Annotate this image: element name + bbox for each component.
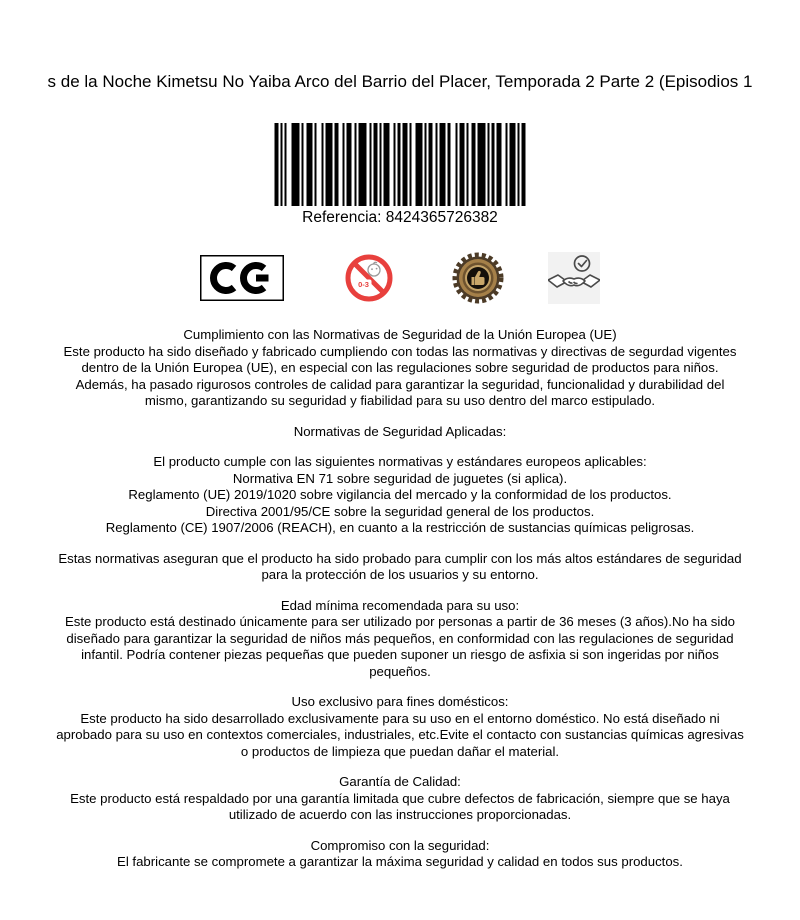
section-paragraph: Reglamento (CE) 1907/2006 (REACH), en cuanto a la restricción de sustancias químicas peligrosas. — [105, 520, 695, 535]
section-paragraph: Este producto está respaldado por una garantía limitada que cubre defectos de fabricación, siempre que se haya utilizado de acuerdo con las instrucciones proporcionadas. — [70, 790, 730, 822]
barcode-bar — [478, 123, 486, 206]
safety-text — [55, 327, 745, 871]
text-section — [55, 774, 745, 824]
section-paragraph: Este producto ha sido desarrollado exclusivamente para su uso en el entorno doméstico. No está diseñado ni aprobado para su uso en contextos comerciales, industriales, etc.Evite el contacto con sustancias químicas agresivas o productos de limpieza que puedan dañar el material. — [56, 710, 744, 759]
section-paragraph: Directiva 2001/95/CE sobre la seguridad general de los productos. — [205, 503, 595, 519]
barcode — [275, 123, 526, 206]
section-heading: Compromiso con la seguridad: — [310, 837, 490, 853]
barcode-bar — [326, 123, 333, 206]
text-section — [55, 551, 745, 584]
certification-icons-row — [0, 250, 800, 306]
page-title: s de la Noche Kimetsu No Yaiba Arco del Barrio del Placer, Temporada 2 Parte 2 (Episodios 1 — [47, 72, 753, 91]
text-section — [55, 454, 745, 537]
barcode-bar — [292, 123, 300, 206]
section-paragraph: El fabricante se compromete a garantizar la máxima seguridad y calidad en todos sus productos. — [117, 854, 683, 869]
section-heading: Garantía de Calidad: — [339, 774, 461, 789]
barcode-bar — [522, 123, 526, 206]
section-heading: Normativas de Seguridad Aplicadas: — [293, 423, 507, 439]
svg-text:0-3: 0-3 — [358, 280, 369, 289]
handshake-icon — [548, 252, 600, 304]
text-section — [55, 424, 745, 441]
section-paragraph: Estas normativas aseguran que el producto ha sido probado para cumplir con los más altos estándares de seguridad para la protección de los usuarios y su entorno. — [58, 550, 742, 582]
text-section — [55, 327, 745, 410]
barcode-bar — [359, 123, 367, 206]
reference-number: Referencia: 8424365726382 — [302, 209, 498, 226]
ce-mark-icon — [200, 255, 284, 301]
age-restriction-0-3-icon — [344, 253, 394, 303]
text-section — [55, 838, 745, 871]
section-heading: Uso exclusivo para fines domésticos: — [291, 694, 509, 709]
section-paragraph: Normativa EN 71 sobre seguridad de juguetes (si aplica). — [232, 470, 568, 486]
text-section — [55, 598, 745, 681]
section-heading: Edad mínima recomendada para su uso: — [280, 597, 520, 613]
section-paragraph: El producto cumple con las siguientes normativas y estándares europeos aplicables: — [153, 454, 647, 469]
section-paragraph: Este producto está destinado únicamente para ser utilizado por personas a partir de 36 meses (3 años).No ha sido diseñado para garantizar la seguridad de niños más pequeños, en conformidad con las regulaciones de seguridad infantil. Podría contener piezas pequeñas que pueden suponer un riesgo de asfixia si son ingeridas por niños pequeños. — [64, 614, 736, 679]
barcode-bar — [416, 123, 423, 206]
section-paragraph: Este producto ha sido diseñado y fabricado cumpliendo con todas las normativas y directivas de segurdad vigentes dentro de la Unión Europea (UE), en especial con las regulaciones sobre seguridad de productos para niños. Además, ha pasado rigurosos controles de calidad para garantizar la seguridad, funcionalidad y durabilidad del mismo, garantizando su seguridad y fiabilidad para su uso dentro del marco estipulado. — [63, 343, 737, 408]
section-heading: Cumplimiento con las Normativas de Seguridad de la Unión Europea (UE) — [183, 327, 617, 342]
quality-seal-icon — [450, 250, 506, 306]
section-paragraph: Reglamento (UE) 2019/1020 sobre vigilancia del mercado y la conformidad de los productos. — [128, 487, 672, 502]
text-section — [55, 694, 745, 760]
